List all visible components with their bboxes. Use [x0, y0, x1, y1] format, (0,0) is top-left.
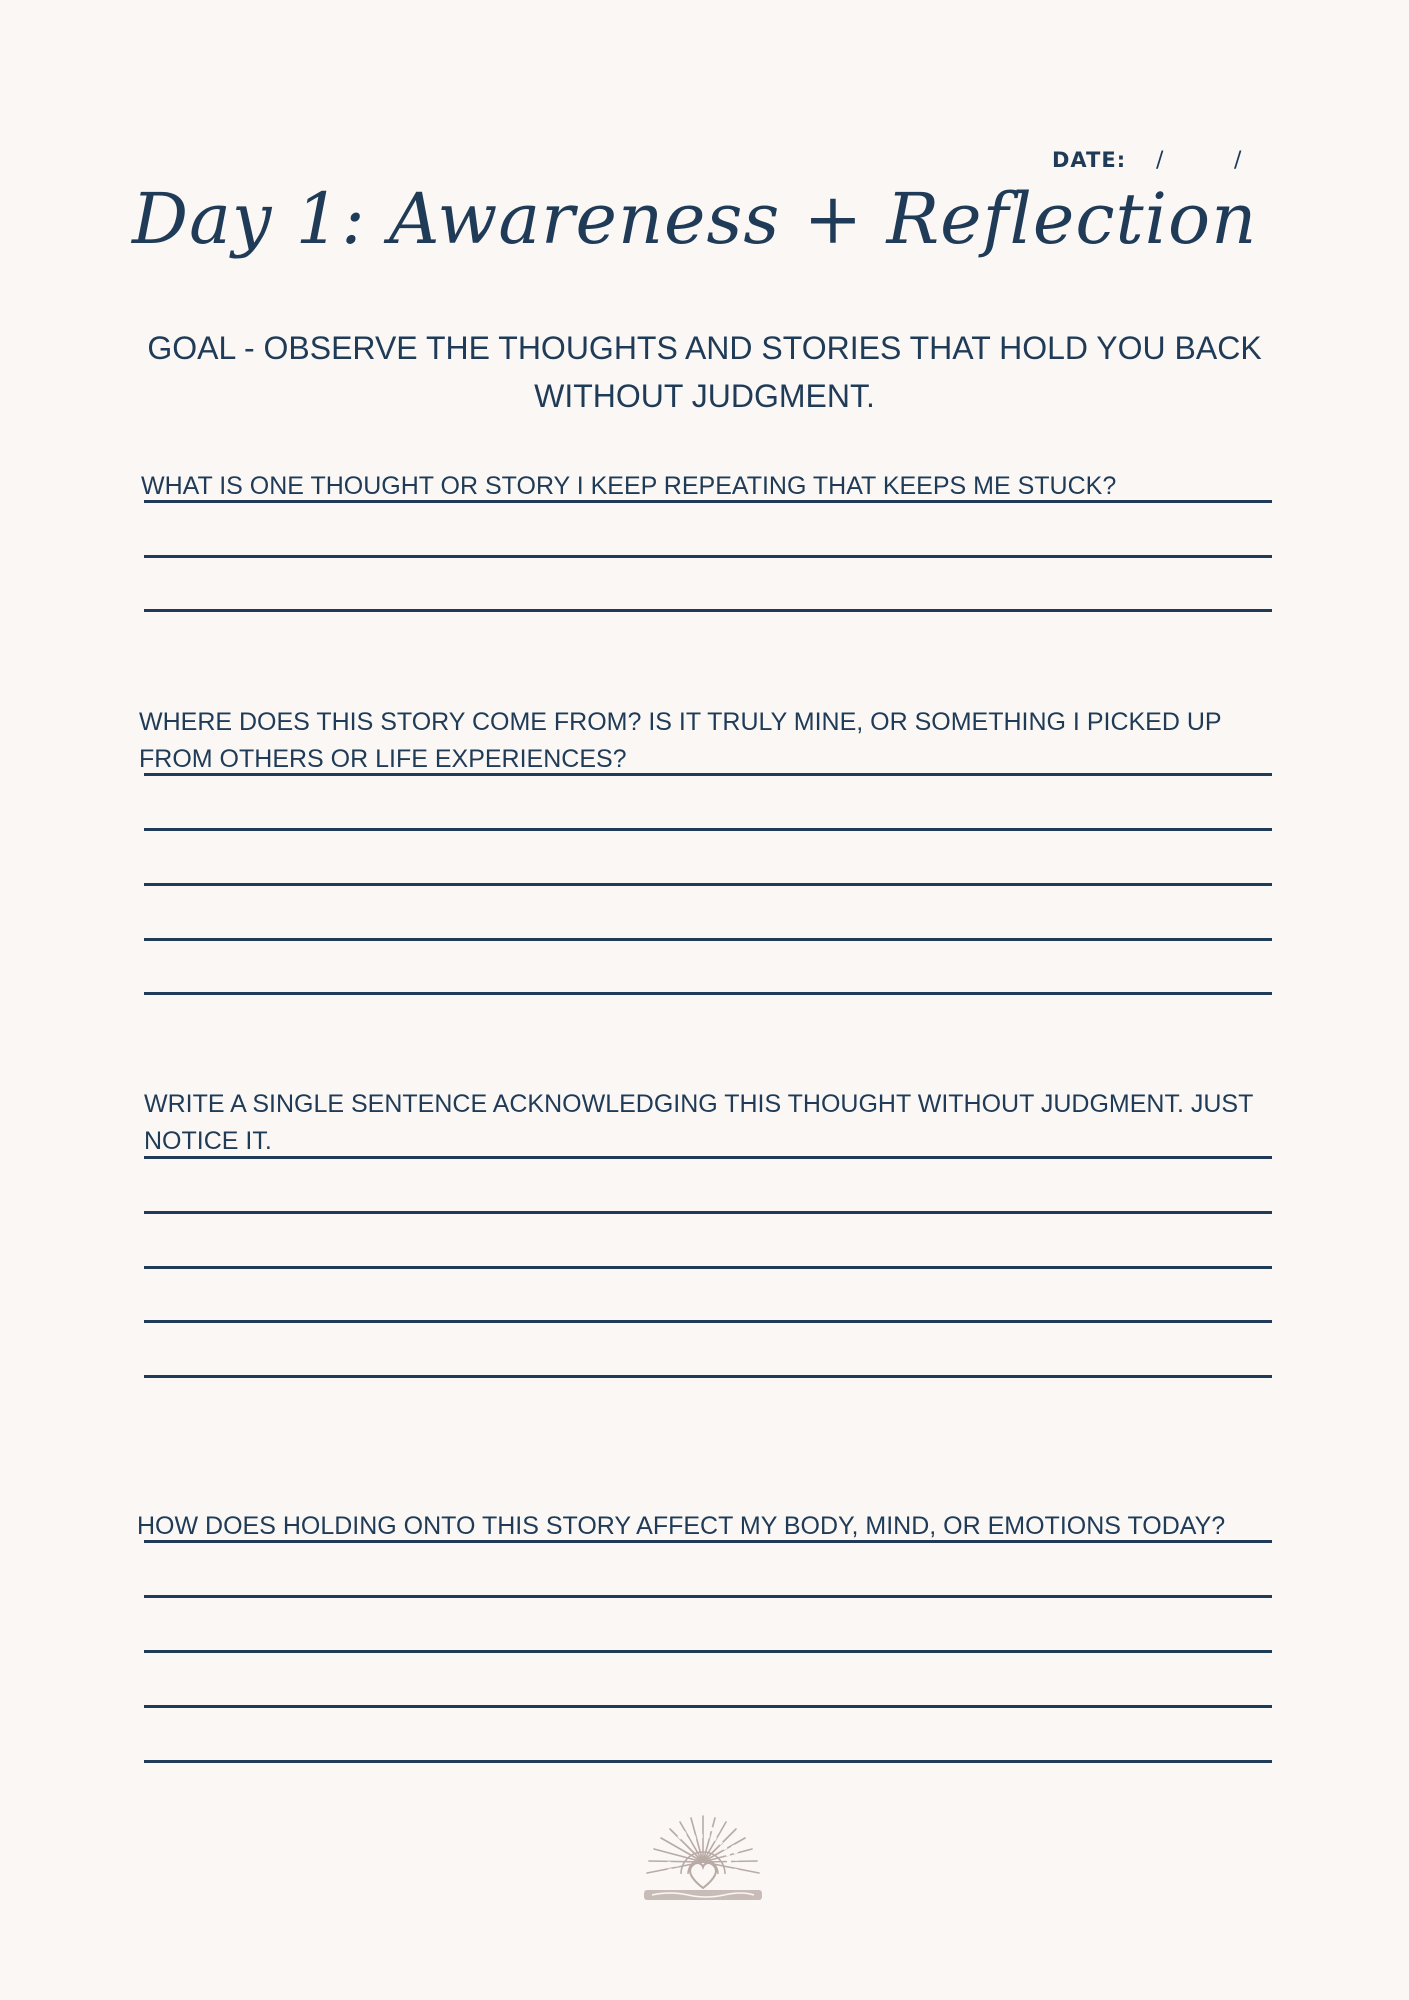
question-4-line-1: HOW DOES HOLDING ONTO THIS STORY AFFECT MY BODY, MIND, OR EMOTIONS TODAY? — [137, 1512, 1226, 1540]
answer-line[interactable] — [144, 1705, 1272, 1708]
answer-line[interactable] — [144, 1595, 1272, 1598]
answer-line[interactable] — [144, 1540, 1272, 1543]
answer-line[interactable] — [144, 773, 1272, 776]
answer-line[interactable] — [144, 555, 1272, 558]
question-2-line-2: FROM OTHERS OR LIFE EXPERIENCES? — [139, 745, 627, 773]
answer-line[interactable] — [144, 1156, 1272, 1159]
sunrise-heart-icon — [640, 1812, 766, 1908]
answer-line[interactable] — [144, 992, 1272, 995]
answer-line[interactable] — [144, 828, 1272, 831]
answer-line[interactable] — [144, 609, 1272, 612]
answer-line[interactable] — [144, 1320, 1272, 1323]
answer-line[interactable] — [144, 1266, 1272, 1269]
page-title: Day 1: Awareness + Reflection — [132, 178, 1258, 260]
date-separator-1: / — [1156, 148, 1165, 173]
answer-line[interactable] — [144, 883, 1272, 886]
goal-line-1: GOAL - OBSERVE THE THOUGHTS AND STORIES THAT HOLD YOU BACK — [147, 330, 1262, 366]
question-3-line-1: WRITE A SINGLE SENTENCE ACKNOWLEDGING THIS THOUGHT WITHOUT JUDGMENT. JUST — [144, 1090, 1254, 1118]
question-2-text — [139, 704, 1279, 778]
question-2-line-1: WHERE DOES THIS STORY COME FROM? IS IT TRULY MINE, OR SOMETHING I PICKED UP — [139, 708, 1222, 736]
answer-line[interactable] — [144, 938, 1272, 941]
answer-line[interactable] — [144, 1375, 1272, 1378]
answer-line[interactable] — [144, 1650, 1272, 1653]
answer-line[interactable] — [144, 1211, 1272, 1214]
question-1-line-1: WHAT IS ONE THOUGHT OR STORY I KEEP REPEATING THAT KEEPS ME STUCK? — [141, 472, 1117, 500]
date-label: DATE: — [1052, 148, 1127, 172]
date-field[interactable] — [1052, 148, 1243, 173]
goal-statement — [0, 324, 1409, 420]
answer-line[interactable] — [144, 500, 1272, 503]
date-separator-2: / — [1234, 148, 1243, 173]
goal-line-2: WITHOUT JUDGMENT. — [534, 378, 875, 414]
question-3-line-2: NOTICE IT. — [144, 1127, 272, 1155]
question-3-text — [144, 1086, 1284, 1160]
answer-line[interactable] — [144, 1760, 1272, 1763]
